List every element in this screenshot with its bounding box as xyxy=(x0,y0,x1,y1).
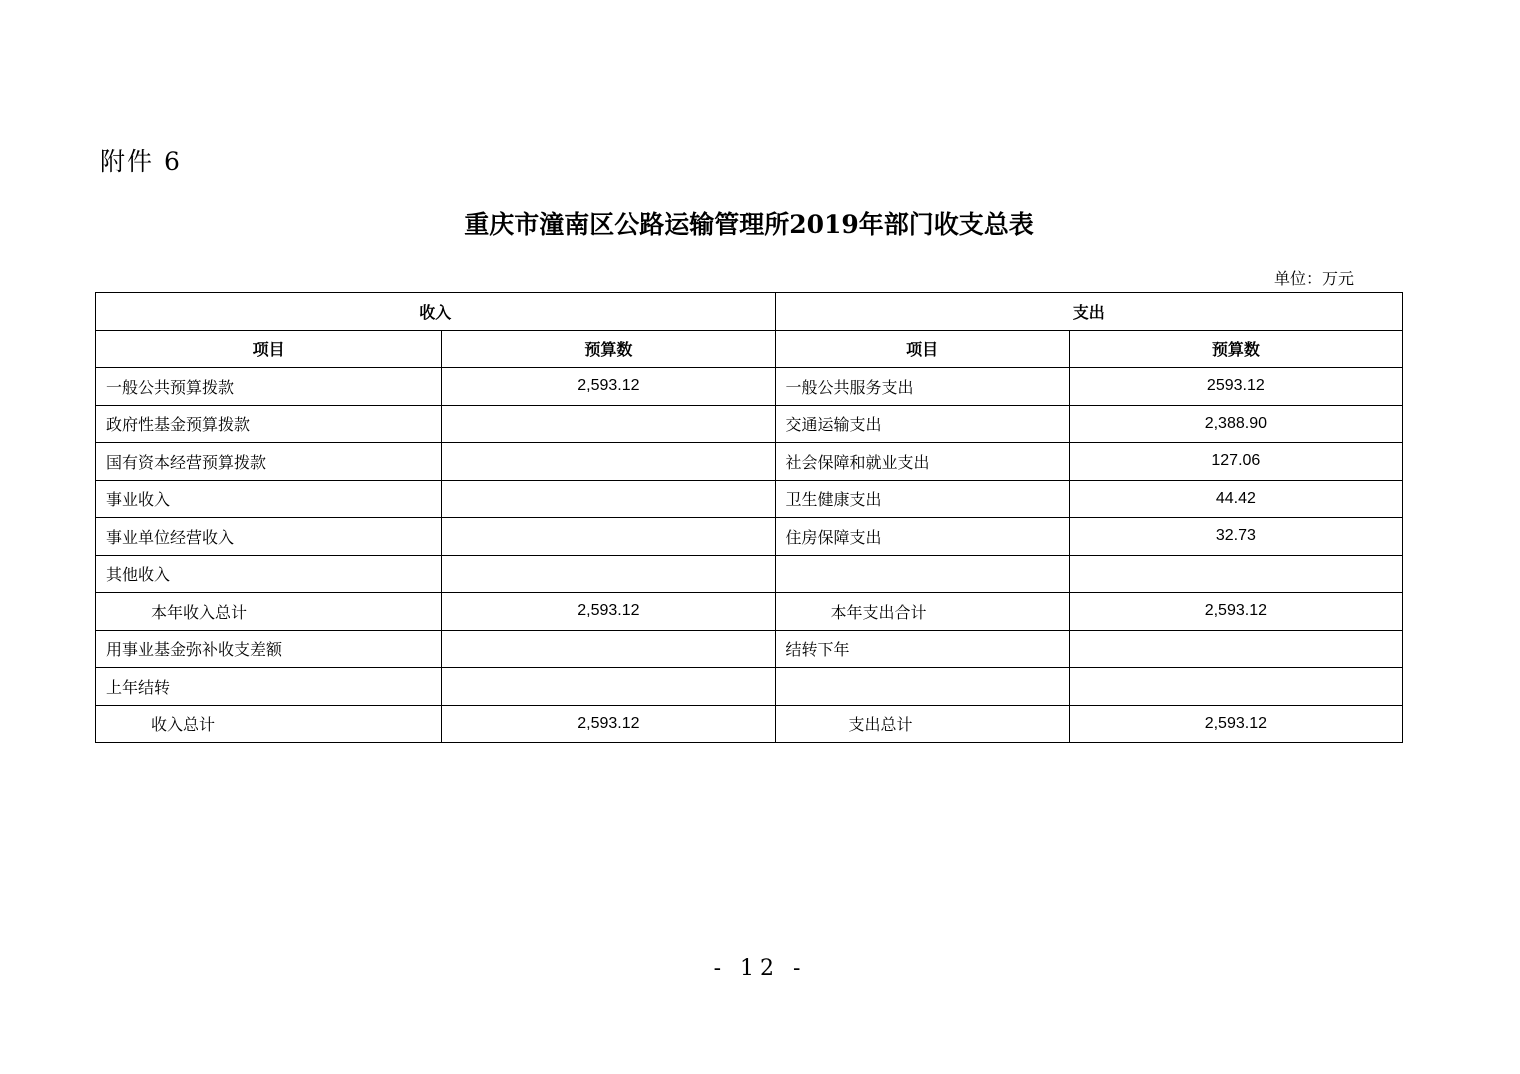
table-row xyxy=(96,480,1403,518)
expense-value: 2593.12 xyxy=(1069,368,1402,406)
income-item: 其他收入 xyxy=(96,555,442,593)
income-item-header: 项目 xyxy=(96,330,442,368)
attachment-label: 附件 6 xyxy=(100,147,182,176)
expense-item: 交通运输支出 xyxy=(775,405,1069,443)
income-value xyxy=(442,518,775,556)
budget-summary-table xyxy=(95,292,1403,743)
expense-item: 本年支出合计 xyxy=(775,593,1069,631)
table-subtotal-row xyxy=(96,593,1403,631)
expense-item: 社会保障和就业支出 xyxy=(775,443,1069,481)
table-row xyxy=(96,368,1403,406)
expense-item: 住房保障支出 xyxy=(775,518,1069,556)
income-item: 收入总计 xyxy=(96,705,442,743)
income-value: 2,593.12 xyxy=(442,593,775,631)
income-value xyxy=(442,555,775,593)
income-budget-header: 预算数 xyxy=(442,330,775,368)
expense-item: 支出总计 xyxy=(775,705,1069,743)
expense-group-header: 支出 xyxy=(775,293,1403,331)
income-value xyxy=(442,668,775,706)
unit-label: 单位：万元 xyxy=(1274,269,1355,288)
table-group-header-row xyxy=(96,293,1403,331)
expense-item xyxy=(775,555,1069,593)
income-item: 国有资本经营预算拨款 xyxy=(96,443,442,481)
expense-value xyxy=(1069,630,1402,668)
table-row xyxy=(96,405,1403,443)
table-row xyxy=(96,668,1403,706)
table-row xyxy=(96,555,1403,593)
expense-value: 32.73 xyxy=(1069,518,1402,556)
table-row xyxy=(96,518,1403,556)
income-value: 2,593.12 xyxy=(442,368,775,406)
income-item: 一般公共预算拨款 xyxy=(96,368,442,406)
expense-value xyxy=(1069,555,1402,593)
expense-value: 44.42 xyxy=(1069,480,1402,518)
expense-value xyxy=(1069,668,1402,706)
expense-item: 卫生健康支出 xyxy=(775,480,1069,518)
expense-value: 127.06 xyxy=(1069,443,1402,481)
income-value xyxy=(442,405,775,443)
income-value: 2,593.12 xyxy=(442,705,775,743)
expense-item: 结转下年 xyxy=(775,630,1069,668)
income-item: 事业单位经营收入 xyxy=(96,518,442,556)
expense-item xyxy=(775,668,1069,706)
income-value xyxy=(442,480,775,518)
income-item: 用事业基金弥补收支差额 xyxy=(96,630,442,668)
income-item: 政府性基金预算拨款 xyxy=(96,405,442,443)
expense-value: 2,593.12 xyxy=(1069,593,1402,631)
table-total-row xyxy=(96,705,1403,743)
income-item: 本年收入总计 xyxy=(96,593,442,631)
income-group-header: 收入 xyxy=(96,293,776,331)
page-title: 重庆市潼南区公路运输管理所2019年部门收支总表 xyxy=(464,210,1034,239)
table-row xyxy=(96,443,1403,481)
expense-item: 一般公共服务支出 xyxy=(775,368,1069,406)
expense-item-header: 项目 xyxy=(775,330,1069,368)
expense-budget-header: 预算数 xyxy=(1069,330,1402,368)
income-item: 上年结转 xyxy=(96,668,442,706)
expense-value: 2,388.90 xyxy=(1069,405,1402,443)
page-number: - 12 - xyxy=(713,956,807,981)
table-column-header-row xyxy=(96,330,1403,368)
income-item: 事业收入 xyxy=(96,480,442,518)
income-value xyxy=(442,443,775,481)
expense-value: 2,593.12 xyxy=(1069,705,1402,743)
income-value xyxy=(442,630,775,668)
table-row xyxy=(96,630,1403,668)
